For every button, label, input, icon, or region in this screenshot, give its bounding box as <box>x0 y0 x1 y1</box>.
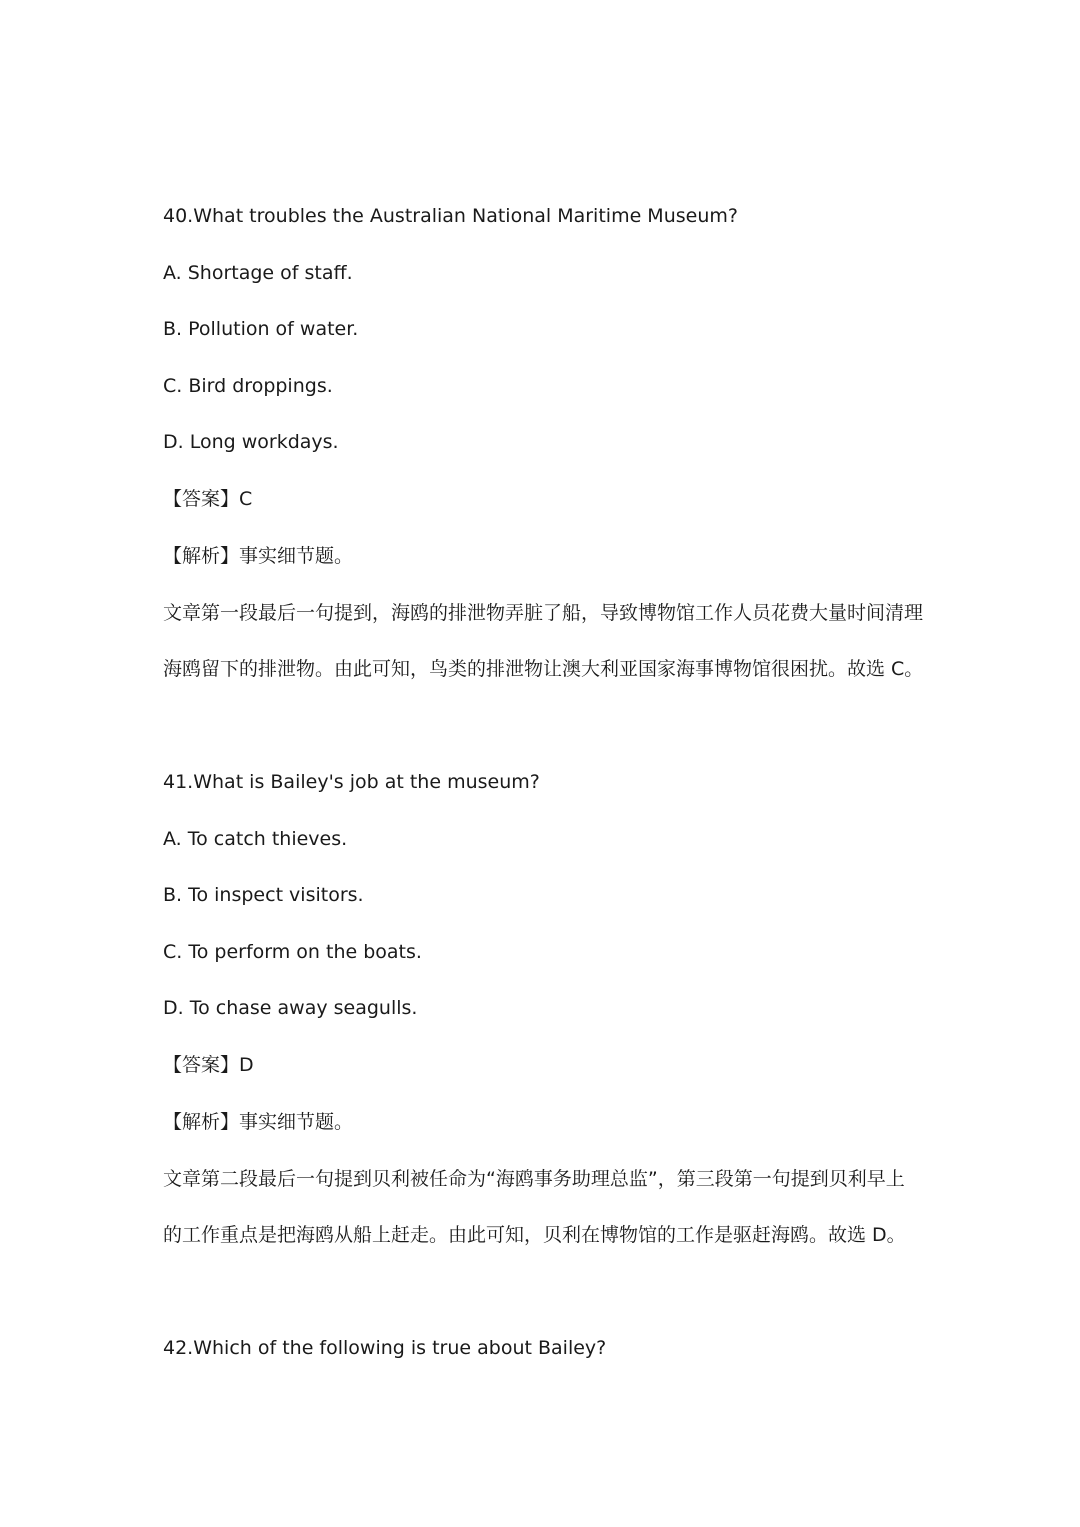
question-41-option-d: D. To chase away seagulls. <box>163 997 418 1019</box>
question-41-analysis-line-1: 文章第二段最后一句提到贝利被任命为“海鸥事务助理总监”，第三段第一句提到贝利早上 <box>163 1168 905 1190</box>
question-41-analysis-line-2: 的工作重点是把海鸥从船上赶走。由此可知，贝利在博物馆的工作是驱赶海鸥。故选 D。 <box>163 1224 906 1246</box>
question-42-text: 42.Which of the following is true about Bailey? <box>163 1337 607 1359</box>
question-40-analysis-line-1: 文章第一段最后一句提到，海鸥的排泄物弄脏了船，导致博物馆工作人员花费大量时间清理 <box>163 602 924 624</box>
question-41-text: 41.What is Bailey's job at the museum? <box>163 771 540 793</box>
question-40-analysis-line-2: 海鸥留下的排泄物。由此可知，鸟类的排泄物让澳大利亚国家海事博物馆很困扰。故选 C。 <box>163 658 924 680</box>
question-40-option-c: C. Bird droppings. <box>163 375 333 397</box>
question-40-option-d: D. Long workdays. <box>163 431 339 453</box>
question-41-option-b: B. To inspect visitors. <box>163 884 364 906</box>
question-40-option-a: A. Shortage of staff. <box>163 262 353 284</box>
question-40-option-b: B. Pollution of water. <box>163 318 359 340</box>
question-41-option-c: C. To perform on the boats. <box>163 941 422 963</box>
question-41-analysis-title: 【解析】事实细节题。 <box>163 1111 354 1133</box>
question-40-text: 40.What troubles the Australian National Maritime Museum? <box>163 205 738 227</box>
question-41-answer: 【答案】D <box>163 1054 254 1076</box>
question-41-option-a: A. To catch thieves. <box>163 828 348 850</box>
question-40-analysis-title: 【解析】事实细节题。 <box>163 545 354 567</box>
question-40-answer: 【答案】C <box>163 488 253 510</box>
